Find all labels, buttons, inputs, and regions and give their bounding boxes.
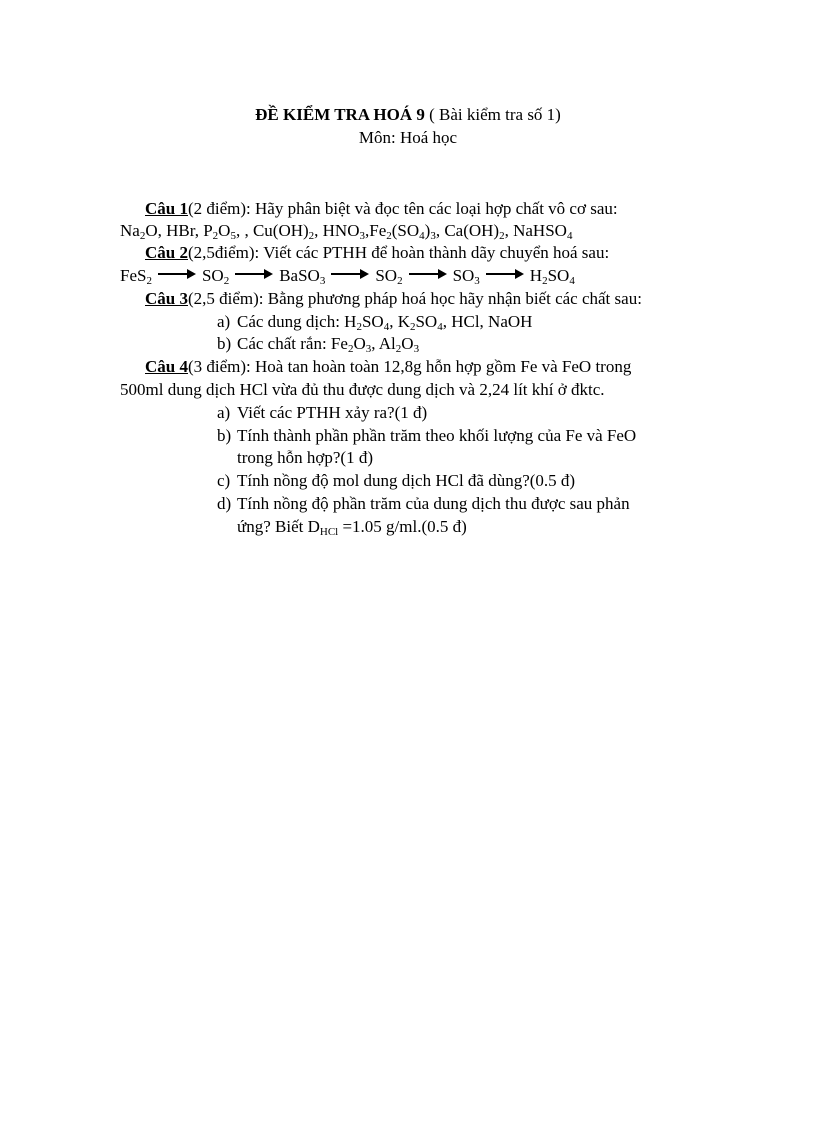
item-label: d) — [217, 494, 232, 513]
item-label: c) — [217, 471, 231, 490]
question-4-item-d — [217, 493, 630, 515]
question-2-text: (2,5điểm): Viết các PTHH để hoàn thành dãy chuyển hoá sau: — [187, 243, 610, 262]
item-label: b) — [217, 426, 232, 445]
question-3-item-b — [217, 333, 419, 355]
question-4-label: Câu 4 — [145, 357, 188, 376]
question-1-label: Câu 1 — [145, 199, 188, 218]
question-1-text: (2 điểm): Hãy phân biệt và đọc tên các loại hợp chất vô cơ sau: — [187, 199, 618, 218]
chain-compound: $SO_3$ — [452, 266, 480, 287]
question-4-item-d-cont: ứng? Biết $D_{HCl} =1.05$ g/ml.(0.5 đ) — [237, 517, 467, 538]
chain-compound: $SO_2$ — [375, 266, 403, 287]
item-text: Tính nồng độ phần trăm của dung dịch thu được sau phản — [237, 494, 630, 513]
item-label: a) — [217, 312, 231, 331]
arrow-right-icon — [331, 269, 369, 279]
question-4-item-a — [217, 402, 427, 424]
item-text: Các dung dịch: $H_2SO_4$, $K_2SO_4$, HCl, NaOH — [237, 312, 533, 333]
arrow-right-icon — [409, 269, 447, 279]
question-3 — [145, 288, 642, 310]
arrow-right-icon — [235, 269, 273, 279]
title-suffix: ( Bài kiểm tra số 1) — [424, 105, 561, 124]
question-3-item-a — [217, 311, 532, 333]
question-2-label: Câu 2 — [145, 243, 188, 262]
question-3-text: (2,5 điểm): Bằng phương pháp hoá học hãy nhận biết các chất sau: — [187, 289, 642, 308]
question-4-item-b — [217, 425, 636, 447]
subject-line: Môn: Hoá học — [358, 128, 458, 147]
item-text: Viết các PTHH xảy ra?(1 đ) — [237, 403, 428, 422]
arrow-right-icon — [486, 269, 524, 279]
item-text: Tính thành phần phần trăm theo khối lượng của Fe và FeO — [237, 426, 637, 445]
arrow-right-icon — [158, 269, 196, 279]
question-4-item-c — [217, 470, 575, 492]
item-text: Tính nồng độ mol dung dịch HCl đã dùng?(0.5 đ) — [237, 471, 576, 490]
chain-compound: $SO_2$ — [201, 266, 230, 287]
question-3-label: Câu 3 — [145, 289, 188, 308]
item-label: b) — [217, 334, 232, 353]
reaction-chain — [120, 265, 575, 287]
question-4 — [145, 356, 631, 378]
chain-compound: FeS$_2$ — [120, 266, 152, 287]
page-title — [0, 104, 816, 126]
question-1 — [145, 198, 618, 220]
question-2 — [145, 242, 609, 264]
chain-compound: BaSO$_3$ — [279, 266, 326, 287]
title-main: ĐỀ KIỂM TRA HOÁ 9 — [255, 105, 425, 124]
item-label: a) — [217, 403, 231, 422]
question-4-text: (3 điểm): Hoà tan hoàn toàn 12,8g hỗn hợp gồm Fe và FeO trong — [187, 357, 632, 376]
question-4-text-cont: 500ml dung dịch HCl vừa đủ thu được dung dịch và 2,24 lít khí ở đktc. — [120, 380, 605, 399]
question-4-item-b-cont: trong hỗn hợp?(1 đ) — [237, 448, 373, 467]
chain-compound: $H_2SO_4$ — [529, 266, 575, 287]
question-1-compounds: $Na_2O$, HBr, $P_2O_5$, , $Cu(OH)_2$, $HNO_3,Fe_2(SO_4)_3$, $Ca(OH)_2$, NaHSO$_4$ — [120, 221, 573, 242]
item-text: Các chất rắn: $Fe_2O_3$, $Al_2O_3$ — [237, 334, 420, 355]
